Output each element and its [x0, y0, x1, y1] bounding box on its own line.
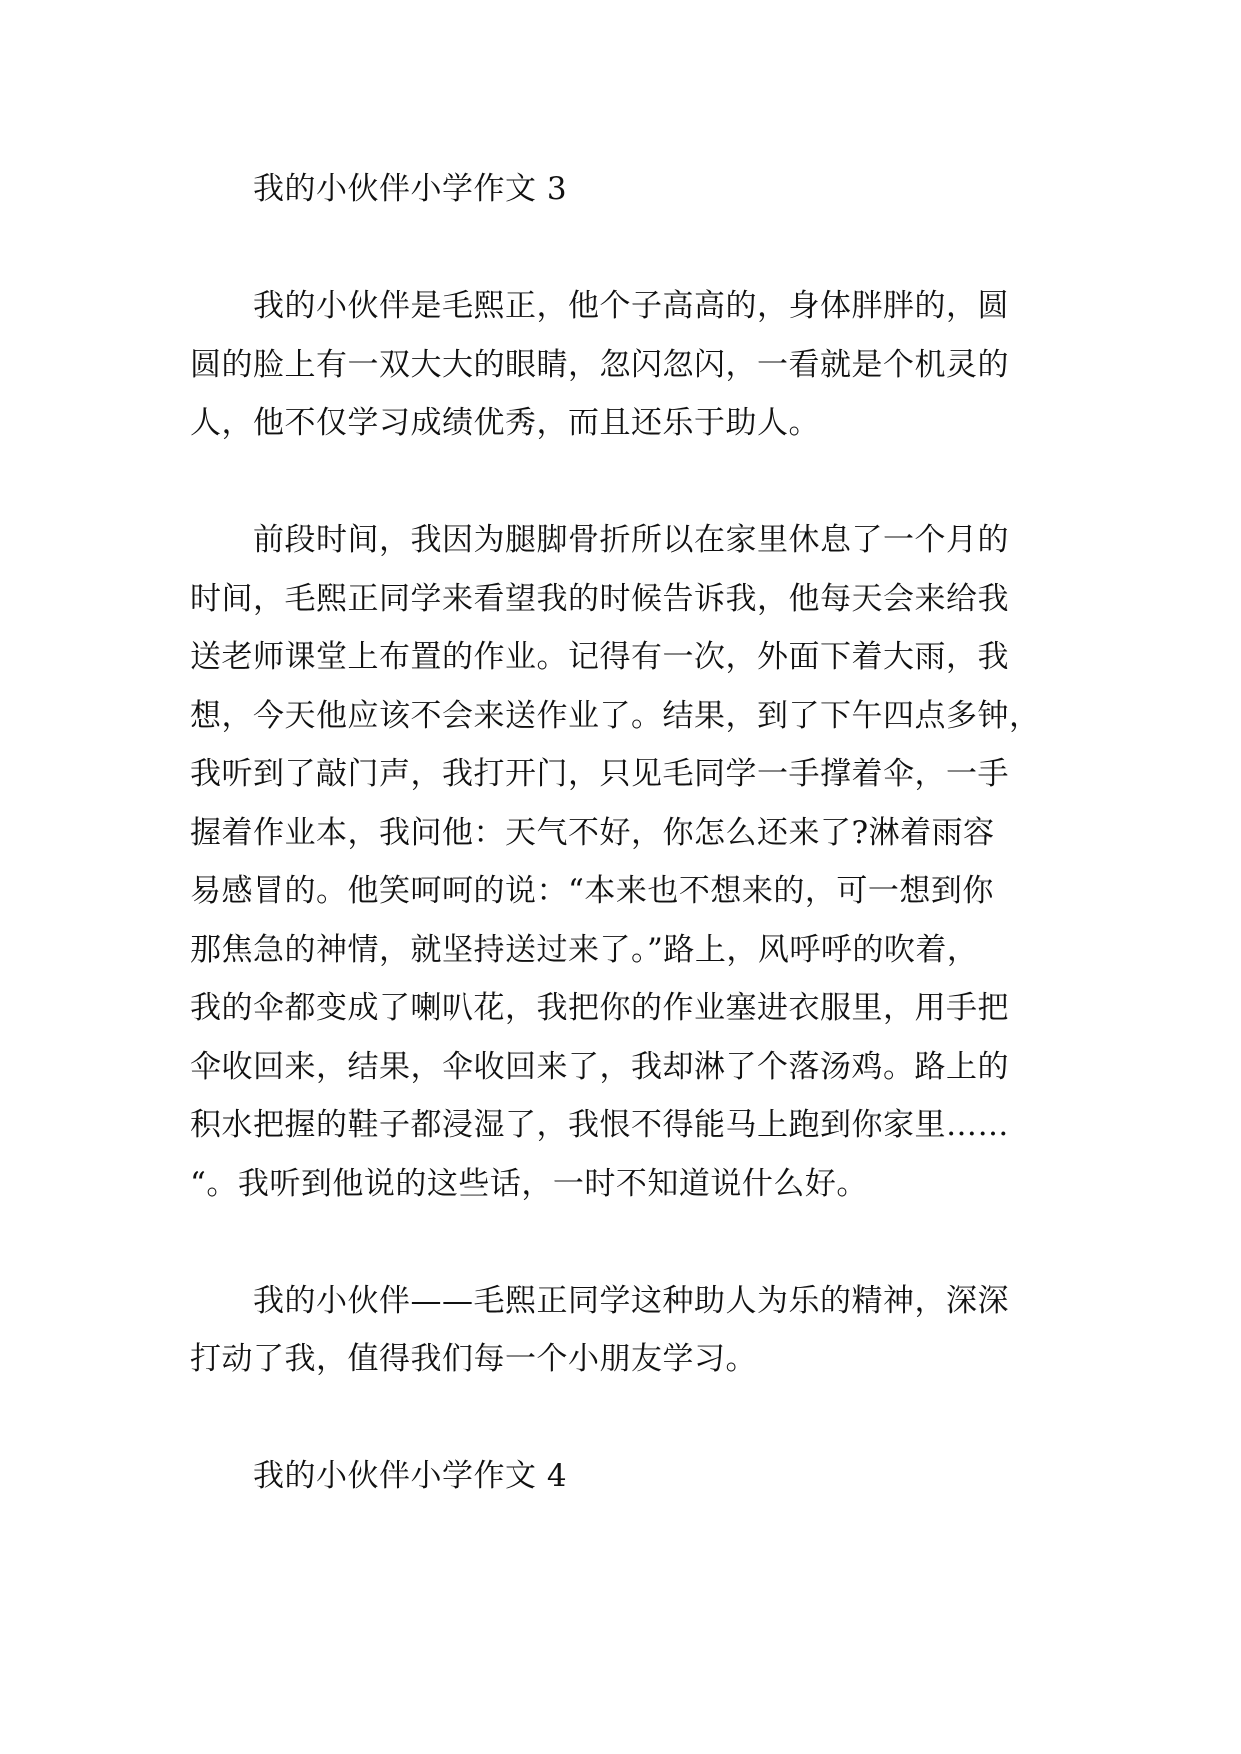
text-line: 想，今天他应该不会来送作业了。结果，到了下午四点多钟， [190, 697, 1041, 734]
paragraph-gap [190, 453, 1060, 512]
paragraph-gap [190, 1213, 1060, 1272]
text-line: 握着作业本，我问他：天气不好，你怎么还来了?淋着雨容 [190, 814, 995, 851]
text-line: 伞收回来，结果，伞收回来了，我却淋了个落汤鸡。路上的 [190, 1048, 1009, 1085]
text-line: 圆的脸上有一双大大的眼睛，忽闪忽闪，一看就是个机灵的 [190, 346, 1009, 383]
paragraph-1 [190, 277, 1060, 453]
text-line: 易感冒的。他笑呵呵的说：“本来也不想来的，可一想到你 [190, 873, 994, 909]
text-line: 那焦急的神情，就坚持送过来了。”路上，风呼呼的吹着， [190, 931, 979, 968]
text-line: 我的伞都变成了喇叭花，我把你的作业塞进衣服里，用手把 [190, 990, 1009, 1026]
paragraph-gap [190, 219, 1060, 278]
essay-heading-3: 我的小伙伴小学作文 3 [253, 171, 568, 207]
text-line: 打动了我，值得我们每一个小朋友学习。 [190, 1341, 757, 1377]
text-line: 我的小伙伴是毛熙正，他个子高高的，身体胖胖的，圆 [253, 288, 1009, 324]
text-line: 积水把握的鞋子都浸湿了，我恨不得能马上跑到你家里…… [190, 1107, 1009, 1143]
essay-heading-4: 我的小伙伴小学作文 4 [253, 1458, 568, 1494]
text-line: 人，他不仅学习成绩优秀，而且还乐于助人。 [190, 405, 820, 441]
text-line: 送老师课堂上布置的作业。记得有一次，外面下着大雨，我 [190, 639, 1009, 675]
text-line: 时间，毛熙正同学来看望我的时候告诉我，他每天会来给我 [190, 580, 1009, 617]
paragraph-2 [190, 511, 1060, 1213]
text-line: 前段时间，我因为腿脚骨折所以在家里休息了一个月的 [253, 522, 1009, 558]
paragraph-3 [190, 1272, 1060, 1389]
text-line: 我听到了敲门声，我打开门，只见毛同学一手撑着伞，一手 [190, 756, 1009, 792]
document-body [190, 160, 1060, 1506]
text-line: “。我听到他说的这些话，一时不知道说什么好。 [190, 1165, 868, 1202]
text-line: 我的小伙伴——毛熙正同学这种助人为乐的精神，深深 [253, 1282, 1009, 1319]
paragraph-gap [190, 1389, 1060, 1448]
